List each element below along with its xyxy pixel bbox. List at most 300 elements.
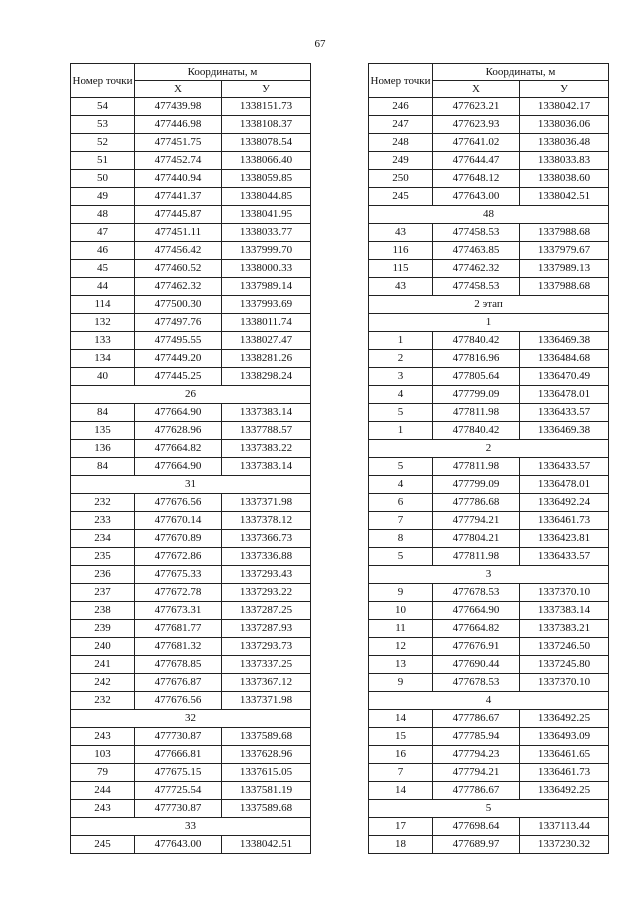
- x-header: X: [135, 81, 222, 98]
- table-row: [71, 206, 311, 224]
- x-coordinate-cell: 477676.56: [135, 494, 222, 512]
- x-coordinate-cell: 477676.56: [135, 692, 222, 710]
- y-coordinate-cell: 1337366.73: [222, 530, 311, 548]
- table-row: [71, 584, 311, 602]
- table-row: [71, 530, 311, 548]
- x-coordinate-cell: 477458.53: [433, 278, 520, 296]
- x-coordinate-cell: 477689.97: [433, 836, 520, 854]
- y-coordinate-cell: 1337628.96: [222, 746, 311, 764]
- section-label: 33: [71, 818, 311, 836]
- table-row: [71, 440, 311, 458]
- table-row: [369, 818, 609, 836]
- table-row: [71, 692, 311, 710]
- x-coordinate-cell: 477451.11: [135, 224, 222, 242]
- x-coordinate-cell: 477794.21: [433, 512, 520, 530]
- point-number-cell: 4: [369, 386, 433, 404]
- x-coordinate-cell: 477799.09: [433, 386, 520, 404]
- y-coordinate-cell: 1338000.33: [222, 260, 311, 278]
- point-number-cell: 7: [369, 512, 433, 530]
- y-coordinate-cell: 1337589.68: [222, 800, 311, 818]
- y-coordinate-cell: 1337245.80: [520, 656, 609, 674]
- x-coordinate-cell: 477452.74: [135, 152, 222, 170]
- x-coordinate-cell: 477664.82: [135, 440, 222, 458]
- x-coordinate-cell: 477446.98: [135, 116, 222, 134]
- x-coordinate-cell: 477786.68: [433, 494, 520, 512]
- y-coordinate-cell: 1337615.05: [222, 764, 311, 782]
- y-header: У: [520, 81, 609, 98]
- section-row: [71, 386, 311, 404]
- y-coordinate-cell: 1337370.10: [520, 674, 609, 692]
- table-row: [71, 512, 311, 530]
- point-number-cell: 135: [71, 422, 135, 440]
- section-label: 4: [369, 692, 609, 710]
- table-row: [369, 548, 609, 566]
- x-coordinate-cell: 477811.98: [433, 548, 520, 566]
- y-coordinate-cell: 1337383.21: [520, 620, 609, 638]
- table-row: [369, 620, 609, 638]
- x-coordinate-cell: 477664.90: [135, 458, 222, 476]
- x-coordinate-cell: 477495.55: [135, 332, 222, 350]
- point-number-cell: 9: [369, 674, 433, 692]
- x-coordinate-cell: 477672.86: [135, 548, 222, 566]
- point-number-cell: 1: [369, 422, 433, 440]
- table-row: [71, 278, 311, 296]
- coordinates-table-right: [368, 63, 609, 854]
- point-number-cell: 12: [369, 638, 433, 656]
- table-row: [369, 710, 609, 728]
- x-coordinate-cell: 477794.21: [433, 764, 520, 782]
- table-row: [369, 260, 609, 278]
- section-label: 3: [369, 566, 609, 584]
- y-coordinate-cell: 1337337.25: [222, 656, 311, 674]
- table-row: [71, 188, 311, 206]
- y-coordinate-cell: 1337989.13: [520, 260, 609, 278]
- table-row: [71, 620, 311, 638]
- table-header: [71, 64, 311, 98]
- table-row: [71, 404, 311, 422]
- point-number-cell: 14: [369, 782, 433, 800]
- section-row: [369, 296, 609, 314]
- table-row: [71, 746, 311, 764]
- x-coordinate-cell: 477698.64: [433, 818, 520, 836]
- table-row: [369, 242, 609, 260]
- y-coordinate-cell: 1336433.57: [520, 548, 609, 566]
- x-coordinate-cell: 477497.76: [135, 314, 222, 332]
- point-number-cell: 79: [71, 764, 135, 782]
- x-coordinate-cell: 477664.90: [135, 404, 222, 422]
- x-coordinate-cell: 477643.00: [433, 188, 520, 206]
- point-number-cell: 45: [71, 260, 135, 278]
- y-coordinate-cell: 1338027.47: [222, 332, 311, 350]
- table-header: [369, 64, 609, 98]
- x-coordinate-cell: 477811.98: [433, 458, 520, 476]
- y-coordinate-cell: 1338042.17: [520, 98, 609, 116]
- y-coordinate-cell: 1337230.32: [520, 836, 609, 854]
- y-coordinate-cell: 1336461.73: [520, 512, 609, 530]
- point-number-cell: 51: [71, 152, 135, 170]
- x-coordinate-cell: 477648.12: [433, 170, 520, 188]
- point-number-cell: 114: [71, 296, 135, 314]
- point-number-cell: 17: [369, 818, 433, 836]
- point-number-cell: 116: [369, 242, 433, 260]
- y-coordinate-cell: 1337371.98: [222, 692, 311, 710]
- point-number-cell: 232: [71, 692, 135, 710]
- point-number-header: Номер точки: [71, 64, 135, 98]
- point-number-cell: 11: [369, 620, 433, 638]
- x-coordinate-cell: 477678.53: [433, 584, 520, 602]
- table-row: [71, 836, 311, 854]
- y-coordinate-cell: 1336433.57: [520, 458, 609, 476]
- y-coordinate-cell: 1337287.93: [222, 620, 311, 638]
- section-row: [369, 314, 609, 332]
- y-coordinate-cell: 1337383.14: [222, 404, 311, 422]
- y-coordinate-cell: 1338036.06: [520, 116, 609, 134]
- x-coordinate-cell: 477441.37: [135, 188, 222, 206]
- x-coordinate-cell: 477816.96: [433, 350, 520, 368]
- x-coordinate-cell: 477673.31: [135, 602, 222, 620]
- table-body: [369, 98, 609, 854]
- x-coordinate-cell: 477840.42: [433, 422, 520, 440]
- y-coordinate-cell: 1338036.48: [520, 134, 609, 152]
- table-row: [71, 782, 311, 800]
- coordinates-header: Координаты, м: [135, 64, 311, 81]
- point-number-cell: 250: [369, 170, 433, 188]
- x-coordinate-cell: 477676.91: [433, 638, 520, 656]
- x-coordinate-cell: 477678.85: [135, 656, 222, 674]
- x-coordinate-cell: 477666.81: [135, 746, 222, 764]
- y-coordinate-cell: 1336461.73: [520, 764, 609, 782]
- table-row: [369, 386, 609, 404]
- x-coordinate-cell: 477628.96: [135, 422, 222, 440]
- table-row: [71, 368, 311, 386]
- table-row: [71, 602, 311, 620]
- x-coordinate-cell: 477730.87: [135, 800, 222, 818]
- point-number-cell: 48: [71, 206, 135, 224]
- table-row: [369, 188, 609, 206]
- point-number-cell: 134: [71, 350, 135, 368]
- point-number-cell: 2: [369, 350, 433, 368]
- y-coordinate-cell: 1337293.73: [222, 638, 311, 656]
- x-coordinate-cell: 477462.32: [135, 278, 222, 296]
- x-coordinate-cell: 477676.87: [135, 674, 222, 692]
- x-coordinate-cell: 477678.53: [433, 674, 520, 692]
- x-coordinate-cell: 477675.15: [135, 764, 222, 782]
- point-number-cell: 5: [369, 458, 433, 476]
- y-coordinate-cell: 1336478.01: [520, 476, 609, 494]
- y-coordinate-cell: 1337581.19: [222, 782, 311, 800]
- y-coordinate-cell: 1338066.40: [222, 152, 311, 170]
- coordinates-header: Координаты, м: [433, 64, 609, 81]
- point-number-cell: 46: [71, 242, 135, 260]
- section-row: [369, 692, 609, 710]
- x-coordinate-cell: 477690.44: [433, 656, 520, 674]
- coordinates-table-left: [70, 63, 311, 854]
- table-row: [71, 152, 311, 170]
- y-coordinate-cell: 1337370.10: [520, 584, 609, 602]
- x-coordinate-cell: 477440.94: [135, 170, 222, 188]
- x-coordinate-cell: 477449.20: [135, 350, 222, 368]
- section-row: [369, 206, 609, 224]
- x-coordinate-cell: 477641.02: [433, 134, 520, 152]
- table-row: [71, 332, 311, 350]
- table-row: [369, 368, 609, 386]
- point-number-cell: 10: [369, 602, 433, 620]
- y-coordinate-cell: 1338108.37: [222, 116, 311, 134]
- section-label: 32: [71, 710, 311, 728]
- y-coordinate-cell: 1336470.49: [520, 368, 609, 386]
- table-row: [369, 404, 609, 422]
- y-coordinate-cell: 1336492.25: [520, 782, 609, 800]
- point-number-cell: 243: [71, 800, 135, 818]
- table-row: [71, 116, 311, 134]
- table-row: [369, 746, 609, 764]
- x-coordinate-cell: 477672.78: [135, 584, 222, 602]
- table-row: [369, 350, 609, 368]
- y-coordinate-cell: 1338033.77: [222, 224, 311, 242]
- point-number-cell: 14: [369, 710, 433, 728]
- y-coordinate-cell: 1337378.12: [222, 512, 311, 530]
- point-number-cell: 6: [369, 494, 433, 512]
- table-row: [369, 332, 609, 350]
- y-coordinate-cell: 1337367.12: [222, 674, 311, 692]
- point-number-cell: 16: [369, 746, 433, 764]
- y-coordinate-cell: 1337788.57: [222, 422, 311, 440]
- y-coordinate-cell: 1337989.14: [222, 278, 311, 296]
- table-row: [369, 476, 609, 494]
- y-coordinate-cell: 1336461.65: [520, 746, 609, 764]
- x-coordinate-cell: 477445.25: [135, 368, 222, 386]
- y-coordinate-cell: 1338038.60: [520, 170, 609, 188]
- x-coordinate-cell: 477460.52: [135, 260, 222, 278]
- x-coordinate-cell: 477786.67: [433, 710, 520, 728]
- table-row: [369, 152, 609, 170]
- table-row: [369, 602, 609, 620]
- table-row: [71, 296, 311, 314]
- table-row: [369, 512, 609, 530]
- table-row: [369, 224, 609, 242]
- point-number-cell: 248: [369, 134, 433, 152]
- point-number-cell: 84: [71, 458, 135, 476]
- x-coordinate-cell: 477664.90: [433, 602, 520, 620]
- point-number-cell: 249: [369, 152, 433, 170]
- y-coordinate-cell: 1338151.73: [222, 98, 311, 116]
- point-number-cell: 15: [369, 728, 433, 746]
- table-row: [71, 98, 311, 116]
- x-coordinate-cell: 477451.75: [135, 134, 222, 152]
- y-coordinate-cell: 1337988.68: [520, 278, 609, 296]
- point-number-cell: 242: [71, 674, 135, 692]
- point-number-cell: 50: [71, 170, 135, 188]
- y-coordinate-cell: 1338041.95: [222, 206, 311, 224]
- point-number-cell: 3: [369, 368, 433, 386]
- x-coordinate-cell: 477664.82: [433, 620, 520, 638]
- y-coordinate-cell: 1336492.25: [520, 710, 609, 728]
- y-coordinate-cell: 1338011.74: [222, 314, 311, 332]
- section-row: [369, 440, 609, 458]
- table-row: [369, 458, 609, 476]
- section-label: 2 этап: [369, 296, 609, 314]
- y-coordinate-cell: 1338059.85: [222, 170, 311, 188]
- section-label: 26: [71, 386, 311, 404]
- table-row: [369, 656, 609, 674]
- point-number-cell: 40: [71, 368, 135, 386]
- section-label: 31: [71, 476, 311, 494]
- point-number-cell: 103: [71, 746, 135, 764]
- table-row: [369, 638, 609, 656]
- y-coordinate-cell: 1337383.14: [222, 458, 311, 476]
- y-coordinate-cell: 1337383.22: [222, 440, 311, 458]
- table-row: [71, 422, 311, 440]
- table-row: [369, 836, 609, 854]
- x-coordinate-cell: 477439.98: [135, 98, 222, 116]
- x-coordinate-cell: 477643.00: [135, 836, 222, 854]
- y-coordinate-cell: 1337371.98: [222, 494, 311, 512]
- point-number-cell: 7: [369, 764, 433, 782]
- point-number-cell: 238: [71, 602, 135, 620]
- y-coordinate-cell: 1338078.54: [222, 134, 311, 152]
- x-coordinate-cell: 477785.94: [433, 728, 520, 746]
- point-number-cell: 54: [71, 98, 135, 116]
- point-number-cell: 43: [369, 224, 433, 242]
- table-body: [71, 98, 311, 854]
- y-coordinate-cell: 1337383.14: [520, 602, 609, 620]
- section-row: [71, 710, 311, 728]
- point-number-cell: 246: [369, 98, 433, 116]
- x-coordinate-cell: 477730.87: [135, 728, 222, 746]
- table-row: [369, 134, 609, 152]
- point-number-cell: 240: [71, 638, 135, 656]
- table-row: [71, 548, 311, 566]
- section-label: 1: [369, 314, 609, 332]
- x-coordinate-cell: 477811.98: [433, 404, 520, 422]
- x-coordinate-cell: 477458.53: [433, 224, 520, 242]
- y-coordinate-cell: 1337589.68: [222, 728, 311, 746]
- point-number-cell: 8: [369, 530, 433, 548]
- table-row: [71, 314, 311, 332]
- section-row: [71, 476, 311, 494]
- table-row: [71, 494, 311, 512]
- table-row: [71, 242, 311, 260]
- point-number-cell: 241: [71, 656, 135, 674]
- section-row: [71, 818, 311, 836]
- x-coordinate-cell: 477805.64: [433, 368, 520, 386]
- y-coordinate-cell: 1336493.09: [520, 728, 609, 746]
- point-number-cell: 47: [71, 224, 135, 242]
- y-coordinate-cell: 1338298.24: [222, 368, 311, 386]
- table-row: [369, 584, 609, 602]
- y-coordinate-cell: 1337988.68: [520, 224, 609, 242]
- x-coordinate-cell: 477462.32: [433, 260, 520, 278]
- y-coordinate-cell: 1336478.01: [520, 386, 609, 404]
- x-coordinate-cell: 477445.87: [135, 206, 222, 224]
- point-number-cell: 136: [71, 440, 135, 458]
- point-number-cell: 133: [71, 332, 135, 350]
- x-coordinate-cell: 477675.33: [135, 566, 222, 584]
- point-number-cell: 234: [71, 530, 135, 548]
- point-number-cell: 52: [71, 134, 135, 152]
- table-row: [71, 224, 311, 242]
- x-coordinate-cell: 477644.47: [433, 152, 520, 170]
- x-coordinate-cell: 477794.23: [433, 746, 520, 764]
- page-number: 67: [314, 38, 326, 50]
- point-number-cell: 237: [71, 584, 135, 602]
- x-coordinate-cell: 477463.85: [433, 242, 520, 260]
- point-number-cell: 245: [71, 836, 135, 854]
- table-row: [71, 800, 311, 818]
- point-number-cell: 9: [369, 584, 433, 602]
- x-coordinate-cell: 477623.93: [433, 116, 520, 134]
- table-row: [71, 638, 311, 656]
- x-coordinate-cell: 477670.89: [135, 530, 222, 548]
- table-row: [71, 728, 311, 746]
- table-row: [369, 728, 609, 746]
- y-coordinate-cell: 1337993.69: [222, 296, 311, 314]
- point-number-cell: 84: [71, 404, 135, 422]
- x-coordinate-cell: 477725.54: [135, 782, 222, 800]
- section-row: [369, 800, 609, 818]
- point-number-header: Номер точки: [369, 64, 433, 98]
- point-number-cell: 233: [71, 512, 135, 530]
- x-coordinate-cell: 477623.21: [433, 98, 520, 116]
- table-row: [71, 350, 311, 368]
- x-header: X: [433, 81, 520, 98]
- point-number-cell: 236: [71, 566, 135, 584]
- point-number-cell: 115: [369, 260, 433, 278]
- table-row: [369, 278, 609, 296]
- section-label: 5: [369, 800, 609, 818]
- table-row: [71, 764, 311, 782]
- y-coordinate-cell: 1337246.50: [520, 638, 609, 656]
- point-number-cell: 243: [71, 728, 135, 746]
- point-number-cell: 49: [71, 188, 135, 206]
- y-coordinate-cell: 1338042.51: [520, 188, 609, 206]
- point-number-cell: 244: [71, 782, 135, 800]
- y-coordinate-cell: 1336469.38: [520, 422, 609, 440]
- point-number-cell: 1: [369, 332, 433, 350]
- x-coordinate-cell: 477799.09: [433, 476, 520, 494]
- table-row: [71, 674, 311, 692]
- x-coordinate-cell: 477840.42: [433, 332, 520, 350]
- point-number-cell: 43: [369, 278, 433, 296]
- table-row: [71, 458, 311, 476]
- point-number-cell: 132: [71, 314, 135, 332]
- point-number-cell: 53: [71, 116, 135, 134]
- y-coordinate-cell: 1336484.68: [520, 350, 609, 368]
- point-number-cell: 5: [369, 548, 433, 566]
- x-coordinate-cell: 477670.14: [135, 512, 222, 530]
- y-coordinate-cell: 1336492.24: [520, 494, 609, 512]
- y-header: У: [222, 81, 311, 98]
- x-coordinate-cell: 477456.42: [135, 242, 222, 260]
- table-row: [369, 494, 609, 512]
- y-coordinate-cell: 1337979.67: [520, 242, 609, 260]
- y-coordinate-cell: 1338044.85: [222, 188, 311, 206]
- point-number-cell: 232: [71, 494, 135, 512]
- y-coordinate-cell: 1338033.83: [520, 152, 609, 170]
- y-coordinate-cell: 1337336.88: [222, 548, 311, 566]
- y-coordinate-cell: 1336433.57: [520, 404, 609, 422]
- y-coordinate-cell: 1337287.25: [222, 602, 311, 620]
- table-row: [71, 260, 311, 278]
- section-label: 2: [369, 440, 609, 458]
- table-row: [369, 530, 609, 548]
- point-number-cell: 4: [369, 476, 433, 494]
- x-coordinate-cell: 477804.21: [433, 530, 520, 548]
- section-label: 48: [369, 206, 609, 224]
- table-row: [71, 134, 311, 152]
- y-coordinate-cell: 1337293.43: [222, 566, 311, 584]
- y-coordinate-cell: 1338281.26: [222, 350, 311, 368]
